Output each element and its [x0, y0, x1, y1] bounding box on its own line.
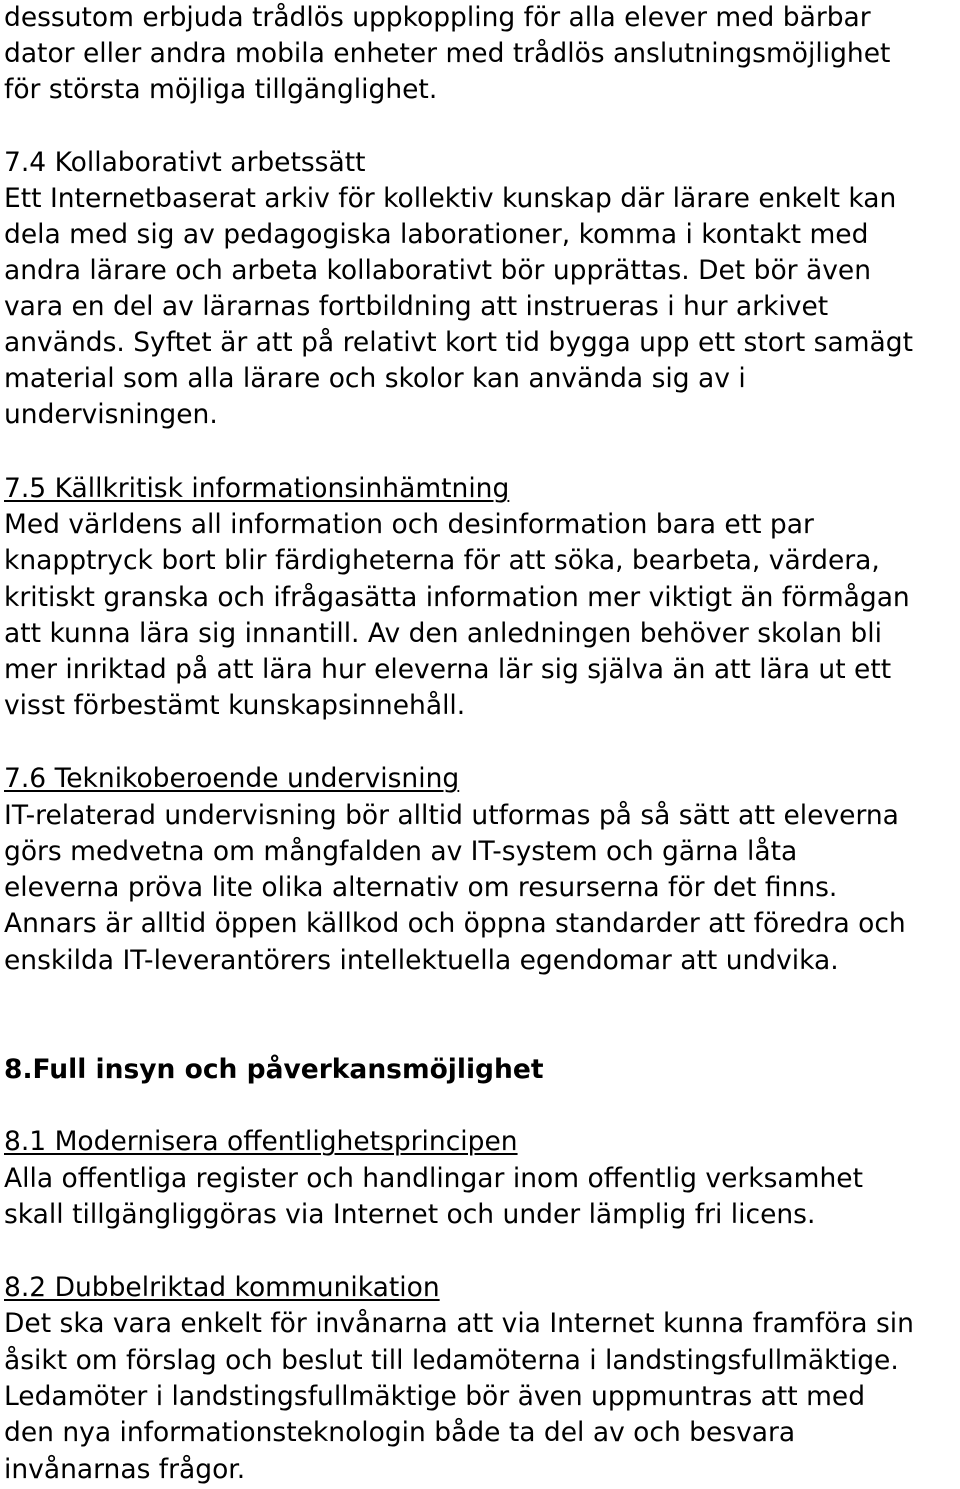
- section-7-4-line-3: andra lärare och arbeta kollaborativt bör upprättas. Det bör även: [4, 255, 871, 286]
- section-8-2-line-4: den nya informationsteknologin både ta del av och besvara: [4, 1417, 796, 1448]
- section-7-4-line-6: material som alla lärare och skolor kan använda sig av i: [4, 363, 746, 394]
- section-7-6-line-3: eleverna pröva lite olika alternativ om resurserna för det finns.: [4, 872, 838, 903]
- section-7-4-line-5: används. Syftet är att på relativt kort tid bygga upp ett stort samägt: [4, 327, 913, 358]
- section-8-heading: 8.Full insyn och påverkansmöjlighet: [4, 1054, 544, 1085]
- section-7-6-line-5: enskilda IT-leverantörers intellektuella egendomar att undvika.: [4, 945, 839, 976]
- intro-line-1: dessutom erbjuda trådlös uppkoppling för alla elever med bärbar: [4, 2, 871, 33]
- section-7-5-heading: 7.5 Källkritisk informationsinhämtning: [4, 473, 510, 504]
- section-7-5-line-4: att kunna lära sig innantill. Av den anledningen behöver skolan bli: [4, 618, 882, 649]
- section-7-6-line-4: Annars är alltid öppen källkod och öppna standarder att föredra och: [4, 908, 906, 939]
- section-7-5-line-6: visst förbestämt kunskapsinnehåll.: [4, 690, 466, 721]
- section-7-6-line-2: görs medvetna om mångfalden av IT-system och gärna låta: [4, 836, 798, 867]
- intro-line-3: för största möjliga tillgänglighet.: [4, 74, 438, 105]
- section-7-4-heading: 7.4 Kollaborativt arbetssätt: [4, 147, 366, 178]
- section-8-2-line-2: åsikt om förslag och beslut till ledamöterna i landstingsfullmäktige.: [4, 1345, 899, 1376]
- section-7-5-line-1: Med världens all information och desinformation bara ett par: [4, 509, 814, 540]
- section-8-2-line-3: Ledamöter i landstingsfullmäktige bör även uppmuntras att med: [4, 1381, 866, 1412]
- intro-line-2: dator eller andra mobila enheter med trådlös anslutningsmöjlighet: [4, 38, 891, 69]
- section-8-2-line-5: invånarnas frågor.: [4, 1454, 246, 1485]
- section-7-5-line-3: kritiskt granska och ifrågasätta information mer viktigt än förmågan: [4, 582, 910, 613]
- section-7-6-line-1: IT-relaterad undervisning bör alltid utformas på så sätt att eleverna: [4, 800, 899, 831]
- section-7-5-line-5: mer inriktad på att lära hur eleverna lär sig själva än att lära ut ett: [4, 654, 892, 685]
- section-8-2-heading: 8.2 Dubbelriktad kommunikation: [4, 1272, 440, 1303]
- section-7-4-line-4: vara en del av lärarnas fortbildning att instrueras i hur arkivet: [4, 291, 829, 322]
- section-7-6-heading: 7.6 Teknikoberoende undervisning: [4, 763, 460, 794]
- section-8-1-line-2: skall tillgängliggöras via Internet och under lämplig fri licens.: [4, 1199, 816, 1230]
- section-7-4-line-7: undervisningen.: [4, 399, 218, 430]
- section-7-5-line-2: knapptryck bort blir färdigheterna för att söka, bearbeta, värdera,: [4, 545, 880, 576]
- section-8-1-line-1: Alla offentliga register och handlingar inom offentlig verksamhet: [4, 1163, 863, 1194]
- section-8-1-heading: 8.1 Modernisera offentlighetsprincipen: [4, 1126, 518, 1157]
- section-7-4-line-2: dela med sig av pedagogiska laborationer, komma i kontakt med: [4, 219, 869, 250]
- section-8-2-line-1: Det ska vara enkelt för invånarna att via Internet kunna framföra sin: [4, 1308, 914, 1339]
- section-7-4-line-1: Ett Internetbaserat arkiv för kollektiv kunskap där lärare enkelt kan: [4, 183, 897, 214]
